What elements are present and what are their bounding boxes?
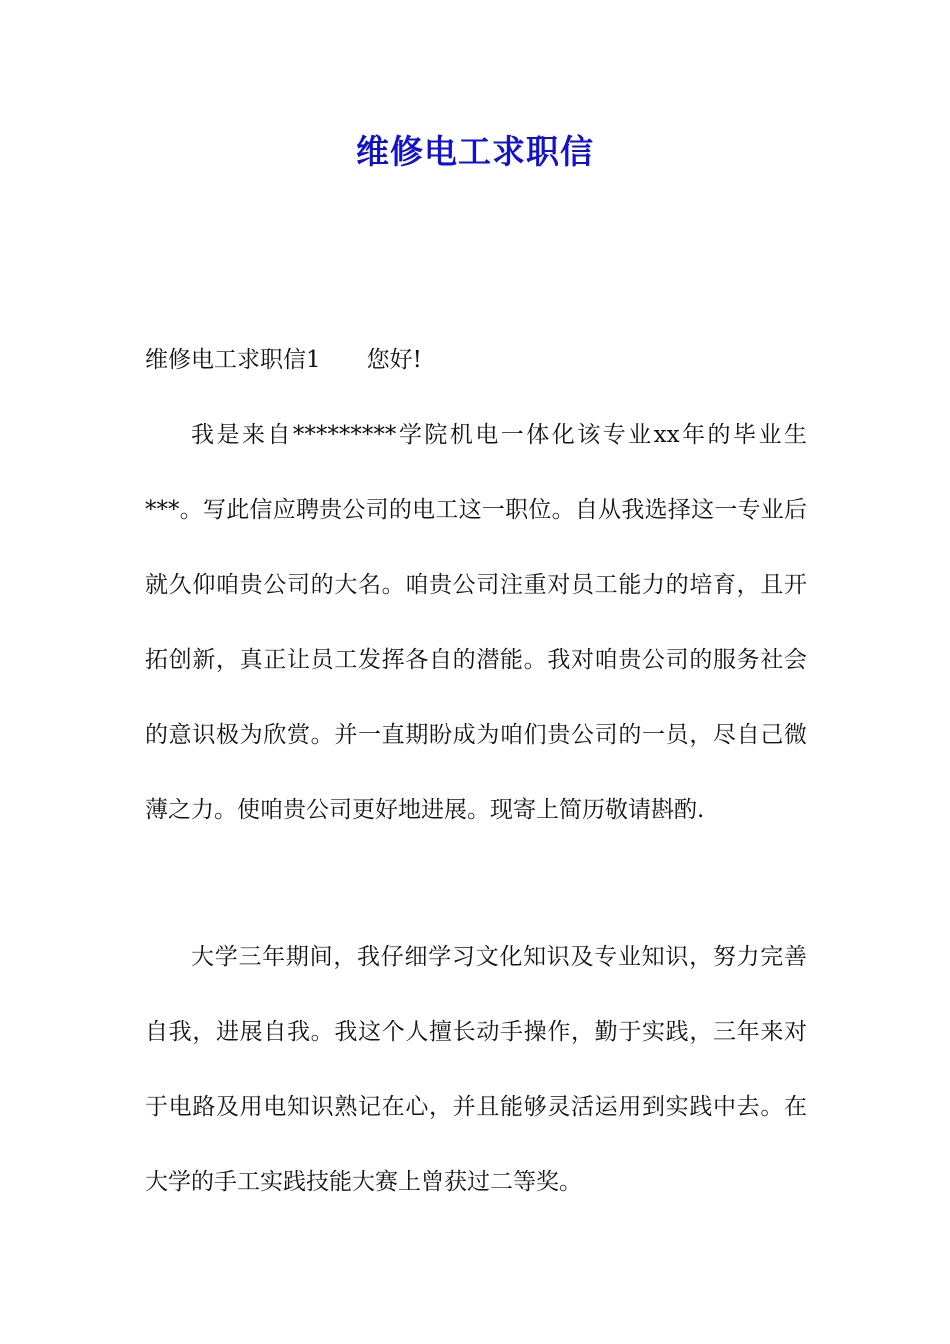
paragraph-1: 我是来自*********学院机电一体化该专业xx年的毕业生***。写此信应聘贵公司的电工这一职位。自从我选择这一专业后就久仰咱贵公司的大名。咱贵公司注重对员工能力的培育，且开拓创新，真正让员工发挥各自的潜能。我对咱贵公司的服务社会的意识极为欣赏。并一直期盼成为咱们贵公司的一员，尽自己微薄之力。使咱贵公司更好地进展。现寄上简历敬请斟酌. (145, 422, 807, 823)
paragraph-2: 大学三年期间，我仔细学习文化知识及专业知识，努力完善自我，进展自我。我这个人擅长动手操作，勤于实践，三年来对于电路及用电知识熟记在心，并且能够灵活运用到实践中去。在大学的手工实践技能大赛上曾获过二等奖。 (145, 944, 807, 1195)
intro-heading: 维修电工求职信1 (145, 347, 321, 373)
document-title: 维修电工求职信 (356, 132, 594, 171)
intro-line (145, 323, 807, 398)
greeting: 您好! (366, 347, 422, 373)
